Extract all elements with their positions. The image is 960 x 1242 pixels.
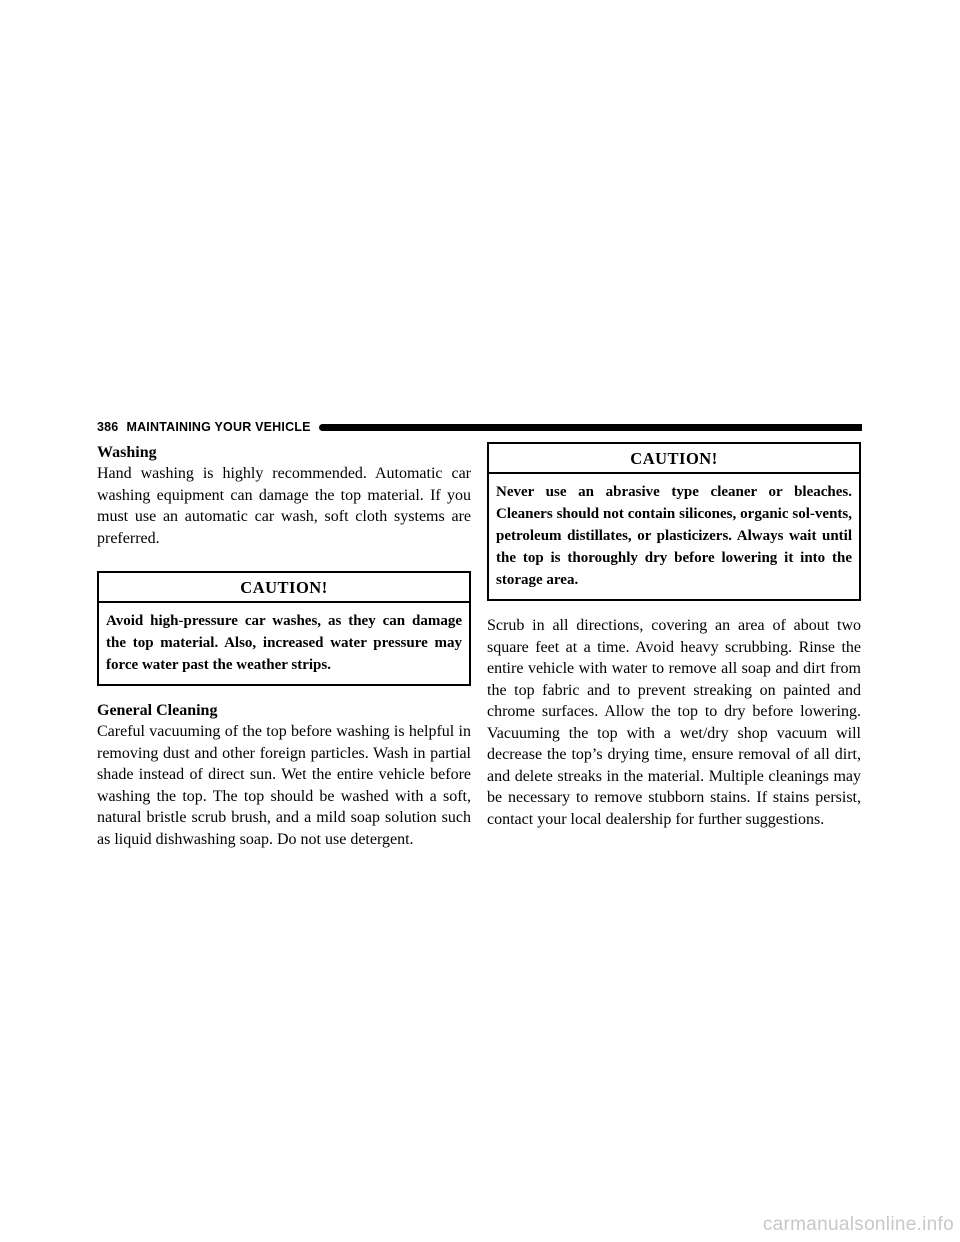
caution-title: CAUTION! bbox=[99, 573, 469, 603]
left-column bbox=[97, 442, 471, 850]
scrub-paragraph: Scrub in all directions, covering an area of about two square feet at a time. Avoid heavy scrubbing. Rinse the entire vehicle with water to remove all soap and dirt from the top fabric and to prevent streaking on painted and chrome surfaces. Allow the top to dry before lowering. Vacuuming the top with a wet/dry shop vacuum will decrease the top’s drying time, ensure removal of all dirt, and delete streaks in the material. Multiple cleanings may be necessary to remove stubborn stains. If stains persist, contact your local dealership for further suggestions. bbox=[487, 617, 861, 828]
general-cleaning-paragraph: Careful vacuuming of the top before washing is helpful in removing dust and other foreign particles. Wash in partial shade instead of direct sun. Wet the entire vehicle before washing the top. The top should be washed with a soft, natural bristle scrub brush, and a mild soap solution such as liquid dishwashing soap. Do not use detergent. bbox=[97, 723, 471, 848]
section-title: MAINTAINING YOUR VEHICLE bbox=[126, 420, 311, 434]
caution-box-abrasive-cleaner bbox=[487, 442, 861, 601]
washing-heading: Washing bbox=[97, 444, 157, 461]
right-column bbox=[487, 442, 861, 830]
header-rule bbox=[319, 424, 862, 431]
caution-box-high-pressure bbox=[97, 571, 471, 686]
caution-text: Avoid high-pressure car washes, as they can damage the top material. Also, increased water pressure may force water past the weather strips. bbox=[106, 613, 462, 673]
page-number: 386 bbox=[97, 420, 119, 434]
watermark-link[interactable]: carmanualsonline.info bbox=[762, 1214, 954, 1235]
caution-text: Never use an abrasive type cleaner or bleaches. Cleaners should not contain silicones, organic sol-vents, petroleum distillates, or plasticizers. Always wait until the top is thoroughly dry before lowering it into the storage area. bbox=[496, 484, 852, 588]
page-header bbox=[97, 419, 862, 435]
washing-paragraph: Hand washing is highly recommended. Automatic car washing equipment can damage the top material. If you must use an automatic car wash, soft cloth systems are preferred. bbox=[97, 465, 471, 547]
general-cleaning-heading: General Cleaning bbox=[97, 702, 218, 719]
caution-title: CAUTION! bbox=[489, 444, 859, 474]
